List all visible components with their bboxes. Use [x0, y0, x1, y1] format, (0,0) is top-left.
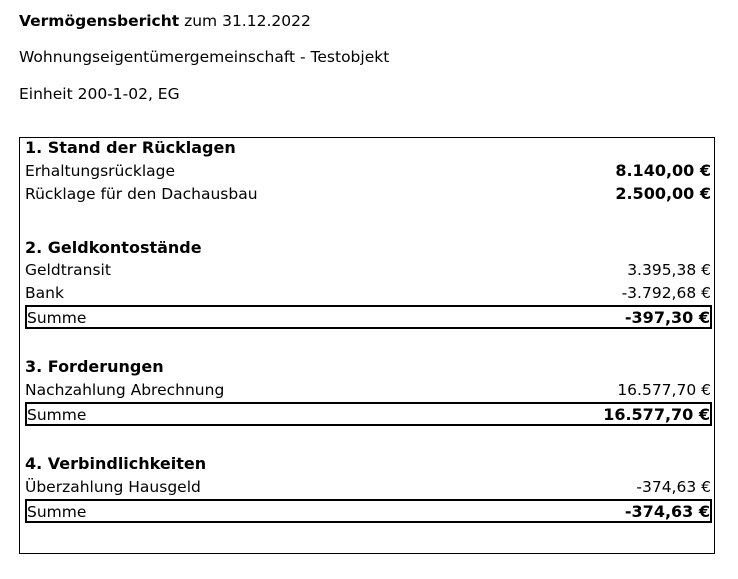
row-amount: 2.500,00 €	[615, 184, 711, 203]
row-label: Erhaltungsrücklage	[25, 162, 176, 180]
table-row	[25, 282, 711, 304]
section-title-receivables: 3. Forderungen	[25, 357, 164, 376]
sum-label: Summe	[27, 406, 87, 424]
row-label: Rücklage für den Dachausbau	[25, 185, 258, 203]
row-label: Geldtransit	[25, 261, 111, 279]
sum-label: Summe	[27, 309, 87, 327]
table-row	[25, 160, 711, 182]
sum-amount: -374,63 €	[624, 502, 710, 521]
sum-row	[25, 402, 712, 426]
row-amount: 8.140,00 €	[615, 161, 711, 180]
table-row	[25, 476, 711, 498]
sum-amount: -397,30 €	[624, 308, 710, 327]
row-amount: 16.577,70 €	[617, 381, 711, 399]
table-row	[25, 259, 711, 281]
community-name: Wohnungseigentümergemeinschaft - Testobjekt	[19, 48, 390, 66]
report-date: zum 31.12.2022	[179, 12, 311, 30]
table-row	[25, 379, 711, 401]
report-title	[19, 11, 311, 31]
report-title-bold: Vermögensbericht	[19, 12, 180, 30]
section-title-reserves: 1. Stand der Rücklagen	[25, 138, 236, 157]
row-label: Überzahlung Hausgeld	[25, 478, 201, 496]
sum-amount: 16.577,70 €	[603, 405, 710, 424]
row-amount: -374,63 €	[636, 478, 711, 496]
unit-name: Einheit 200-1-02, EG	[19, 85, 180, 103]
row-label: Nachzahlung Abrechnung	[25, 381, 225, 399]
section-title-accounts: 2. Geldkontostände	[25, 238, 202, 257]
report-table	[19, 137, 715, 554]
row-amount: 3.395,38 €	[627, 261, 711, 279]
sum-row	[25, 499, 712, 523]
row-label: Bank	[25, 284, 64, 302]
sum-row	[25, 305, 712, 329]
section-title-liabilities: 4. Verbindlichkeiten	[25, 454, 207, 473]
row-amount: -3.792,68 €	[621, 284, 711, 302]
table-row	[25, 183, 711, 205]
sum-label: Summe	[27, 503, 87, 521]
